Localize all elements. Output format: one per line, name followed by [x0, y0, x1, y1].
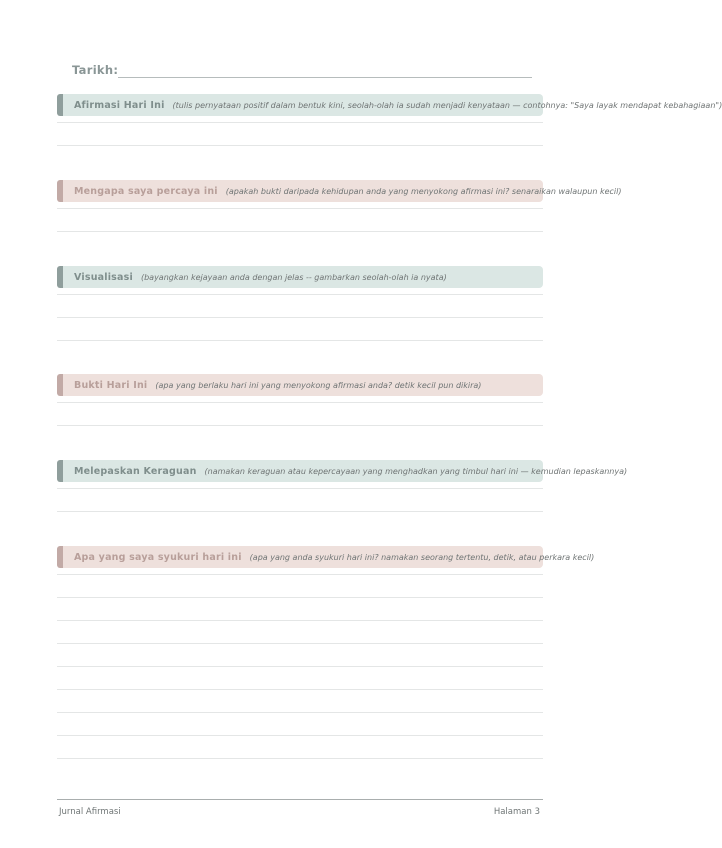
writing-line[interactable] [57, 294, 543, 295]
writing-line[interactable] [57, 488, 543, 489]
writing-line[interactable] [57, 666, 543, 667]
writing-line[interactable] [57, 735, 543, 736]
writing-line[interactable] [57, 145, 543, 146]
section-title: Apa yang saya syukuri hari ini [74, 551, 242, 563]
section-accent-bar [57, 266, 63, 288]
section-title: Bukti Hari Ini [74, 379, 148, 391]
writing-line[interactable] [57, 122, 543, 123]
section-prompt: (apa yang anda syukuri hari ini? namakan seorang tertentu, detik, atau perkara kecil) [249, 552, 595, 562]
section-header-evidence [57, 374, 543, 396]
section-title: Visualisasi [74, 271, 133, 283]
writing-line[interactable] [57, 208, 543, 209]
date-label: Tarikh: [72, 63, 119, 77]
date-input-line[interactable] [118, 77, 532, 78]
section-header-affirmation [57, 94, 722, 116]
section-header-release-doubt [57, 460, 628, 482]
section-prompt: (apakah bukti daripada kehidupan anda yang menyokong afirmasi ini? senaraikan walaupun kecil) [225, 186, 622, 196]
writing-line[interactable] [57, 712, 543, 713]
section-title: Melepaskan Keraguan [74, 465, 197, 477]
footer-divider [57, 799, 543, 800]
writing-line[interactable] [57, 425, 543, 426]
writing-line[interactable] [57, 402, 543, 403]
writing-line[interactable] [57, 574, 543, 575]
section-prompt: (apa yang berlaku hari ini yang menyokong afirmasi anda? detik kecil pun dikira) [155, 380, 482, 390]
section-prompt: (tulis pernyataan positif dalam bentuk kini, seolah-olah ia sudah menjadi kenyataan — contohnya: "Saya layak mendapat kebahagiaan") [172, 100, 722, 110]
section-header-gratitude [57, 546, 595, 568]
footer-page-number: Halaman 3 [493, 807, 540, 817]
writing-line[interactable] [57, 689, 543, 690]
writing-line[interactable] [57, 597, 543, 598]
section-accent-bar [57, 180, 63, 202]
section-header-why-believe [57, 180, 622, 202]
footer-journal-name: Jurnal Afirmasi [59, 807, 121, 817]
section-title: Mengapa saya percaya ini [74, 185, 218, 197]
section-accent-bar [57, 374, 63, 396]
date-row [72, 62, 532, 80]
writing-line[interactable] [57, 340, 543, 341]
writing-line[interactable] [57, 317, 543, 318]
writing-line[interactable] [57, 758, 543, 759]
writing-line[interactable] [57, 231, 543, 232]
writing-line[interactable] [57, 511, 543, 512]
writing-line[interactable] [57, 643, 543, 644]
section-title: Afirmasi Hari Ini [74, 99, 165, 111]
writing-line[interactable] [57, 620, 543, 621]
section-prompt: (bayangkan kejayaan anda dengan jelas -- gambarkan seolah-olah ia nyata) [140, 272, 447, 282]
section-accent-bar [57, 94, 63, 116]
section-accent-bar [57, 460, 63, 482]
section-prompt: (namakan keraguan atau kepercayaan yang menghadkan yang timbul hari ini — kemudian lepaskannya) [204, 466, 628, 476]
section-header-visualization [57, 266, 543, 288]
section-accent-bar [57, 546, 63, 568]
